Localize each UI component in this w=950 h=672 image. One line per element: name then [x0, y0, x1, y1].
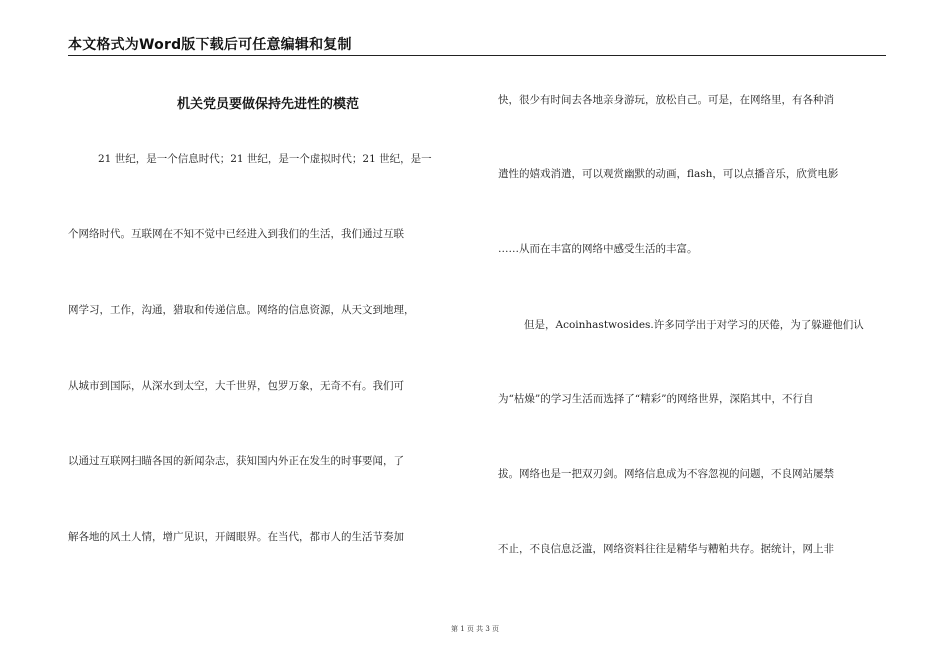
article-title: 机关党员要做保持先进性的模范 [176, 97, 359, 112]
paragraph-line: 但是，Acoinhastwosides.许多同学出于对学习的厌倦，为了躲避他们认 [524, 319, 864, 331]
paragraph-line: 21 世纪，是一个信息时代；21 世纪，是一个虚拟时代；21 世纪，是一 [98, 153, 432, 165]
header-title: 本文格式为Word版下载后可任意编辑和复制 [68, 37, 352, 53]
paragraph-line: ……从而在丰富的网络中感受生活的丰富。 [498, 243, 698, 255]
header-divider [68, 55, 886, 56]
page-header [68, 34, 886, 54]
paragraph-line: 从城市到国际，从深水到太空，大千世界，包罗万象，无奇不有。我们可 [68, 380, 404, 392]
paragraph-line: 为“枯燥”的学习生活而选择了“精彩”的网络世界，深陷其中，不行自 [498, 393, 814, 405]
paragraph-line: 个网络时代。互联网在不知不觉中已经进入到我们的生活，我们通过互联 [68, 228, 404, 240]
right-column [498, 60, 890, 620]
paragraph-line: 解各地的风土人情，增广见识，开阔眼界。在当代，都市人的生活节奏加 [68, 531, 404, 543]
page-number-footer: 第 1 页 共 3 页 [450, 625, 500, 633]
paragraph-line: 快，很少有时间去各地亲身游玩，放松自己。可是，在网络里，有各种消 [498, 94, 834, 106]
paragraph-line: 遣性的嬉戏消遣，可以观赏幽默的动画，flash，可以点播音乐，欣赏电影 [498, 168, 839, 180]
left-column [68, 60, 468, 620]
paragraph-line: 拔。网络也是一把双刃剑。网络信息成为不容忽视的问题，不良网站屡禁 [498, 468, 834, 480]
paragraph-line: 网学习，工作，沟通，猎取和传递信息。网络的信息资源，从天文到地理， [68, 304, 415, 316]
paragraph-line: 不止，不良信息泛滥，网络资料往往是精华与糟粕共存。据统计，网上非 [498, 543, 834, 555]
paragraph-line: 以通过互联网扫瞄各国的新闻杂志，获知国内外正在发生的时事要闻，了 [68, 455, 404, 467]
